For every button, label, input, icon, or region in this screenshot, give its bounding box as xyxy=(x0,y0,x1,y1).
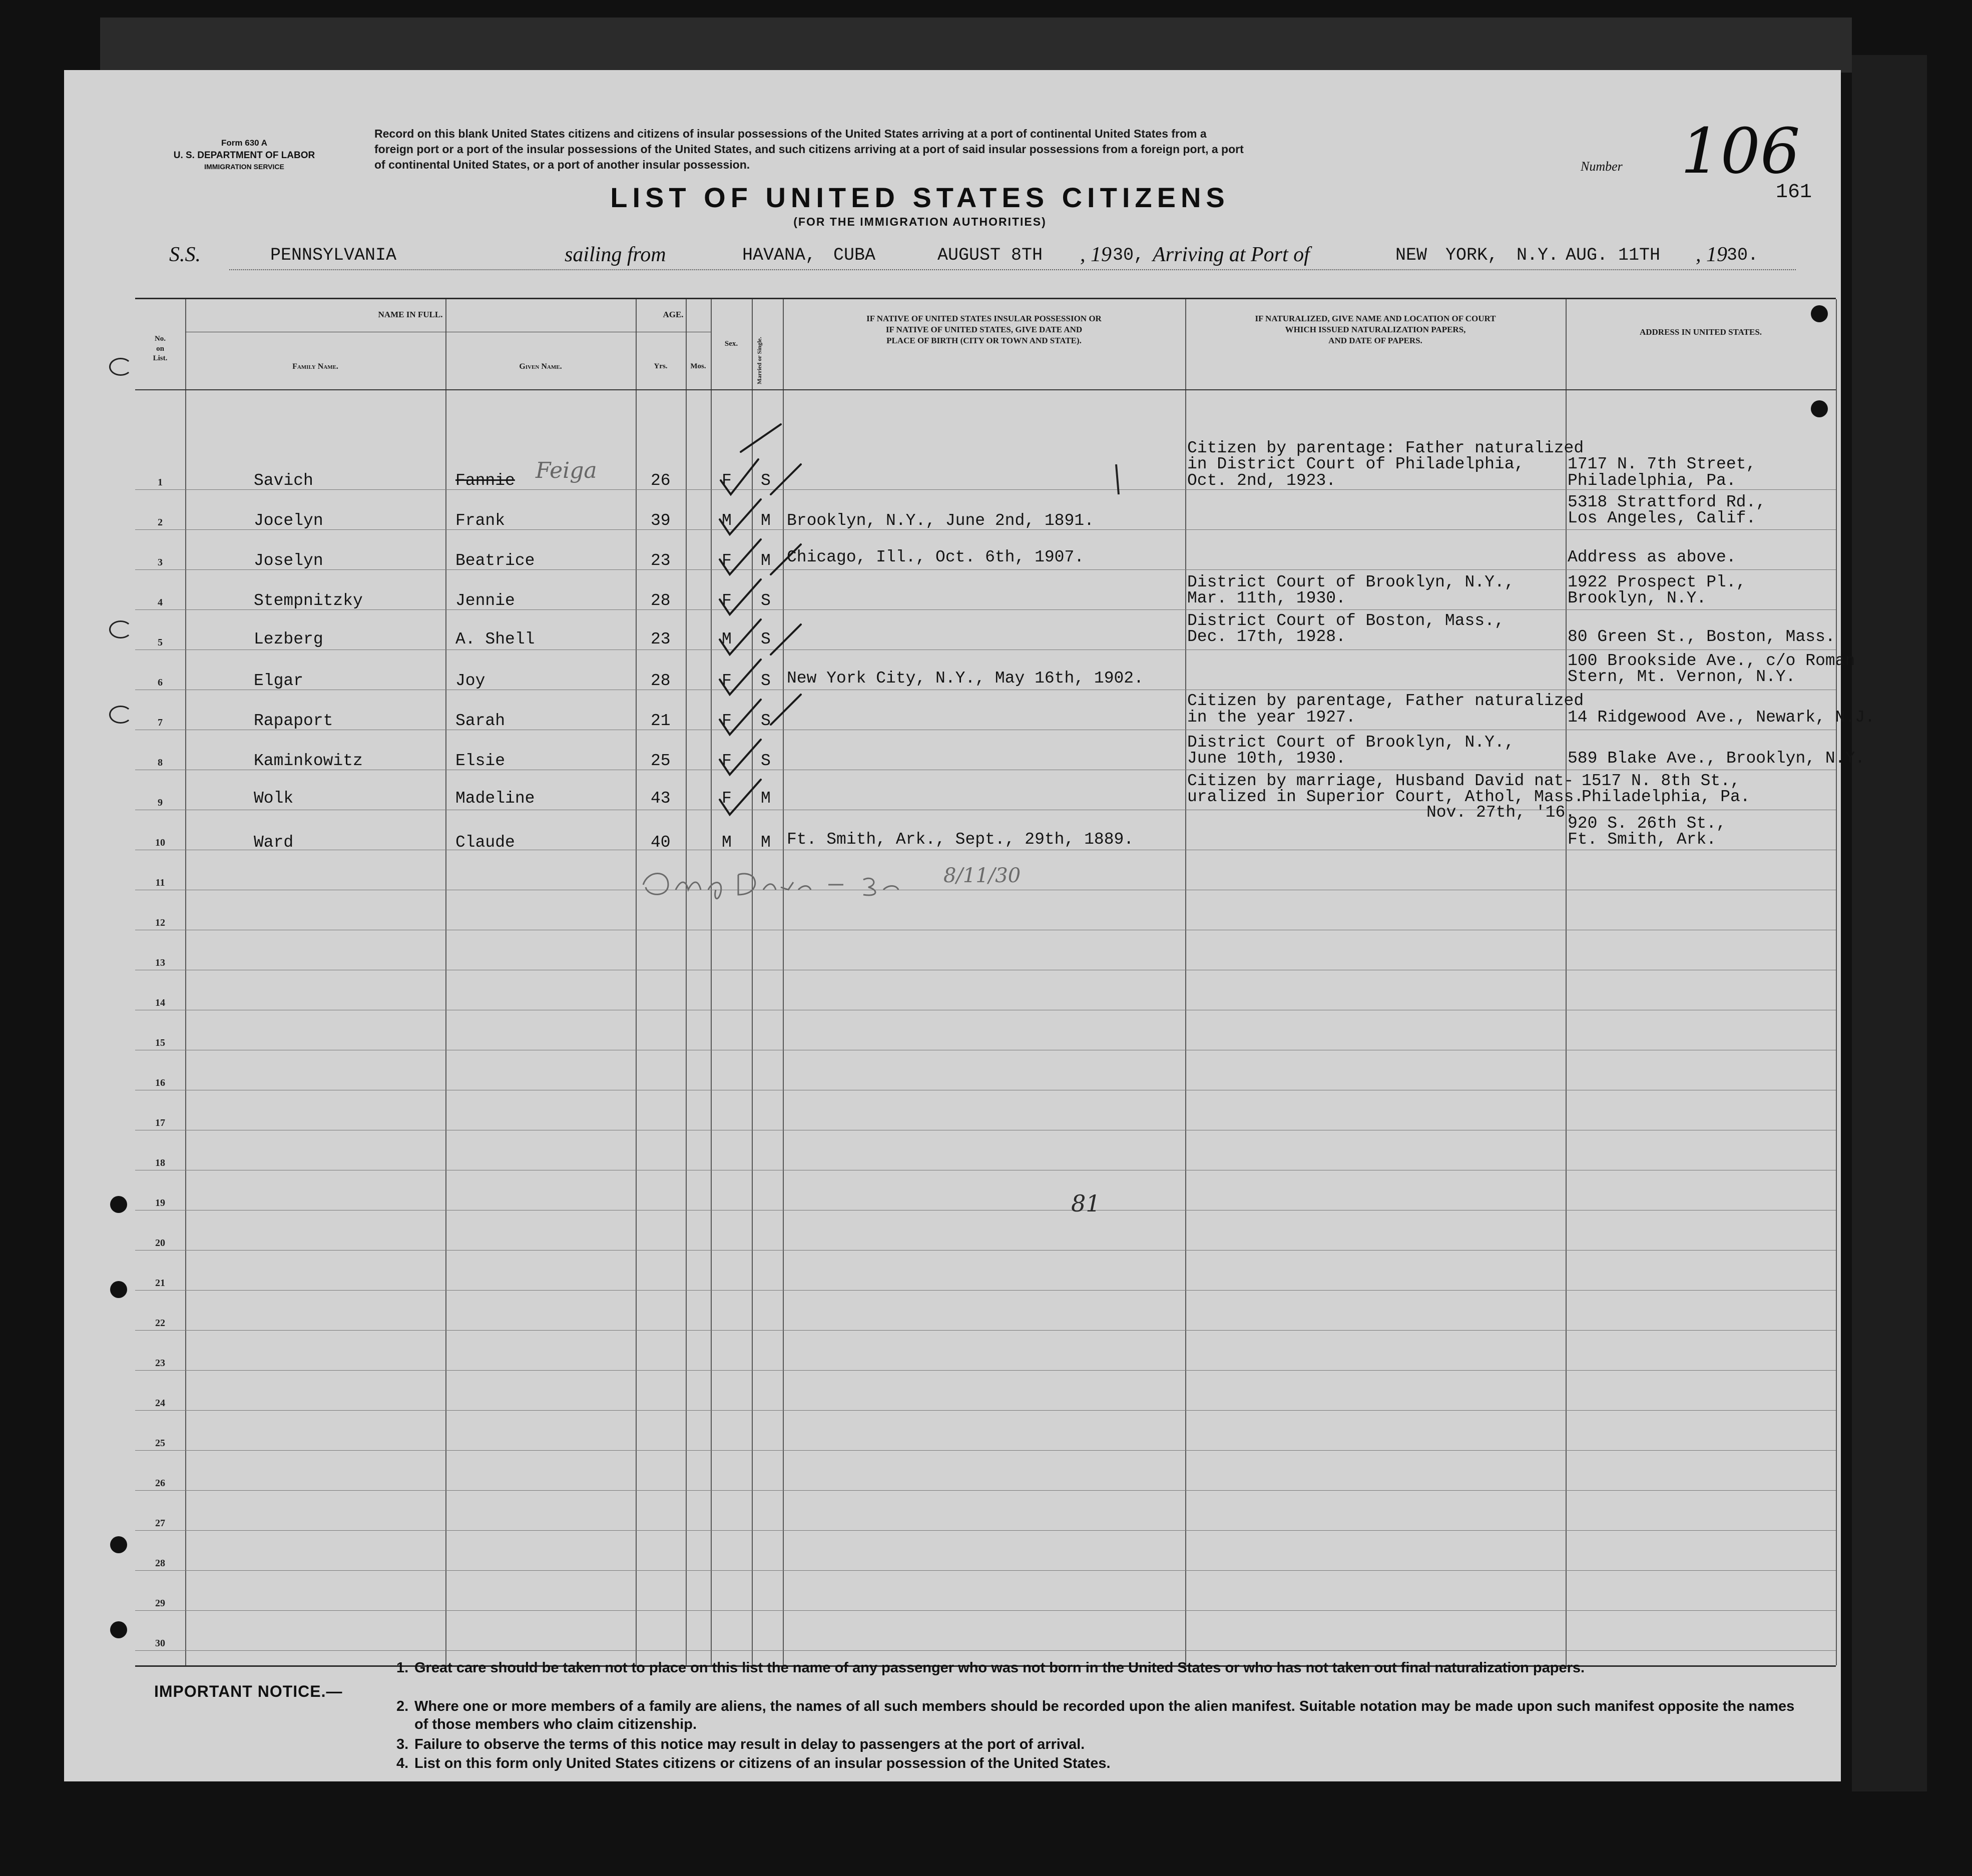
family-name: Stempnitzky xyxy=(254,591,363,610)
check-mark xyxy=(720,499,761,534)
row-rule xyxy=(135,1530,1836,1531)
sex: M xyxy=(722,511,732,530)
row-rule xyxy=(135,609,1836,610)
instruction-line: foreign port or a port of the insular possessions of the United States, and such citizens arriving at a port of said insular possessions from a foreign port, a port xyxy=(374,143,1244,156)
given-name: Claude xyxy=(455,833,515,852)
naturalization-line: Nov. 27th, '16. xyxy=(1426,803,1576,822)
check-mark xyxy=(720,780,761,815)
marital-status: M xyxy=(761,789,771,808)
row-number: 13 xyxy=(155,957,165,968)
row-number: 21 xyxy=(155,1278,165,1289)
header-age: AGE. xyxy=(663,310,684,319)
binding-hole xyxy=(110,1621,127,1638)
row-number: 26 xyxy=(155,1478,165,1489)
binding-hole xyxy=(110,1536,127,1553)
address-line: Stern, Mt. Vernon, N.Y. xyxy=(1568,668,1796,686)
age-years: 28 xyxy=(651,672,671,690)
family-name: Elgar xyxy=(254,672,304,690)
row-number: 29 xyxy=(155,1598,165,1609)
address-line: 920 S. 26th St., xyxy=(1568,814,1726,833)
center-mark: 81 xyxy=(1071,1190,1101,1217)
address-line: 80 Green St., Boston, Mass. xyxy=(1568,628,1835,646)
address-line: Philadelphia, Pa. xyxy=(1582,788,1750,806)
manifest-number: 106 xyxy=(1681,115,1800,188)
birth-place-date: Ft. Smith, Ark., Sept., 29th, 1889. xyxy=(787,830,1134,849)
header-line: PLACE OF BIRTH (CITY OR TOWN AND STATE). xyxy=(886,336,1082,346)
row-number: 18 xyxy=(155,1157,165,1168)
row-number: 8 xyxy=(158,757,163,768)
marital-status: S xyxy=(761,752,771,770)
year-prefix-2: , 19 xyxy=(1696,243,1727,266)
notice-item xyxy=(396,1659,1806,1677)
header-naturalized xyxy=(1185,313,1566,346)
address-line: 100 Brookside Ave., c/o Roman xyxy=(1568,652,1855,670)
naturalization-line: Oct. 2nd, 1923. xyxy=(1187,471,1336,490)
given-name-handwritten: Feiga xyxy=(536,458,597,483)
binding-hole xyxy=(110,1196,127,1213)
family-name: Kaminkowitz xyxy=(254,752,363,770)
address-line: Philadelphia, Pa. xyxy=(1568,471,1736,490)
address-line: 589 Blake Ave., Brooklyn, N.Y. xyxy=(1568,749,1865,768)
year-prefix: , 19 xyxy=(1080,243,1112,266)
row-number: 24 xyxy=(155,1398,165,1409)
department-name: U. S. DEPARTMENT OF LABOR xyxy=(173,150,315,161)
sex: F xyxy=(722,672,732,690)
address-line: Address as above. xyxy=(1568,548,1736,566)
address-line: 5318 Strattford Rd., xyxy=(1568,493,1766,511)
family-name: Ward xyxy=(254,833,294,852)
family-name: Savich xyxy=(254,471,313,490)
column-rule xyxy=(445,299,446,1665)
column-rule xyxy=(636,299,637,1665)
given-name: Madeline xyxy=(455,789,535,808)
departure-port: HAVANA, CUBA xyxy=(742,245,876,265)
binding-hole xyxy=(1811,400,1828,417)
address-line: 1517 N. 8th St., xyxy=(1582,772,1740,790)
family-name: Joselyn xyxy=(254,551,323,570)
header-address: ADDRESS IN UNITED STATES. xyxy=(1639,327,1762,337)
row-number: 17 xyxy=(155,1117,165,1128)
check-mark xyxy=(771,695,801,725)
given-name: Fannie xyxy=(455,471,515,490)
notice-number: 4. xyxy=(396,1755,409,1771)
binding-hole xyxy=(109,620,132,639)
column-rule xyxy=(1566,299,1567,1665)
given-name: Sarah xyxy=(455,712,506,730)
binding-hole xyxy=(109,706,132,724)
ss-label: S.S. xyxy=(169,243,201,266)
address-line: Brooklyn, N.Y. xyxy=(1568,589,1707,607)
row-number: 15 xyxy=(155,1037,165,1048)
column-rule xyxy=(1836,299,1837,1665)
age-years: 21 xyxy=(651,712,671,730)
header-line: WHICH ISSUED NATURALIZATION PAPERS, xyxy=(1285,325,1466,335)
row-number: 3 xyxy=(158,557,163,568)
birth-place-date: Chicago, Ill., Oct. 6th, 1907. xyxy=(787,548,1085,566)
row-number: 20 xyxy=(155,1237,165,1248)
row-number: 4 xyxy=(158,597,163,608)
instruction-line: of continental United States, or a port of another insular possession. xyxy=(374,158,750,172)
row-number: 16 xyxy=(155,1077,165,1088)
address-line: 14 Ridgewood Ave., Newark, N.J. xyxy=(1568,708,1875,727)
given-name: Joy xyxy=(455,672,485,690)
voyage-underline xyxy=(229,269,1796,270)
address-line: Los Angeles, Calif. xyxy=(1568,509,1756,527)
family-name: Jocelyn xyxy=(254,511,323,530)
given-name: Jennie xyxy=(455,591,515,610)
inspection-date: 8/11/30 xyxy=(943,864,1021,887)
notice-text: Where one or more members of a family are aliens, the names of all such members should be recorded upon the alien manifest. Suitable notation may be made upon such manifest opposite the names of those members who claim citizenship. xyxy=(414,1698,1795,1732)
check-mark xyxy=(720,740,761,775)
check-mark xyxy=(720,539,761,574)
row-rule xyxy=(135,1370,1836,1371)
service-name: IMMIGRATION SERVICE xyxy=(204,162,284,171)
scan-edge-right xyxy=(1852,55,1927,1791)
age-years: 40 xyxy=(651,833,671,852)
marital-status: S xyxy=(761,712,771,730)
row-rule xyxy=(135,1290,1836,1291)
header-line: on xyxy=(156,344,164,353)
row-number: 28 xyxy=(155,1558,165,1569)
page-number: 161 xyxy=(1776,181,1812,204)
binding-hole xyxy=(109,358,132,376)
row-number: 14 xyxy=(155,997,165,1008)
marital-status: S xyxy=(761,471,771,490)
row-rule xyxy=(135,1570,1836,1571)
page-subtitle: (FOR THE IMMIGRATION AUTHORITIES) xyxy=(793,215,1047,228)
naturalization-line: uralized in Superior Court, Athol, Mass. xyxy=(1187,788,1584,806)
header-sex: Sex. xyxy=(724,340,738,348)
marital-status: S xyxy=(761,630,771,649)
marital-status: S xyxy=(761,672,771,690)
notice-item xyxy=(396,1754,1806,1772)
sex: F xyxy=(722,591,732,610)
sex: F xyxy=(722,551,732,570)
column-rule xyxy=(1185,299,1186,1665)
age-years: 43 xyxy=(651,789,671,808)
row-rule xyxy=(135,1610,1836,1611)
row-number: 25 xyxy=(155,1438,165,1449)
given-name: Elsie xyxy=(455,752,506,770)
column-rule xyxy=(185,299,186,1665)
row-rule xyxy=(135,569,1836,570)
notice-item xyxy=(396,1697,1806,1733)
row-number: 23 xyxy=(155,1358,165,1369)
given-name: Beatrice xyxy=(455,551,535,570)
notice-text: List on this form only United States citizens or citizens of an insular possession of the United States. xyxy=(414,1755,1111,1771)
row-rule xyxy=(135,1490,1836,1491)
header-married-single: Married or Single. xyxy=(756,337,763,384)
sailing-year: 30, xyxy=(1113,245,1145,265)
row-number: 30 xyxy=(155,1638,165,1649)
header-line: No. xyxy=(154,335,166,343)
check-mark xyxy=(720,660,761,695)
header-line: IF NATIVE OF UNITED STATES INSULAR POSSESSION OR xyxy=(866,314,1102,323)
marital-status: M xyxy=(761,833,771,852)
row-number: 22 xyxy=(155,1318,165,1329)
number-label: Number xyxy=(1581,159,1623,174)
sex: F xyxy=(722,471,732,490)
address-line: 1922 Prospect Pl., xyxy=(1568,573,1746,591)
manifest-sheet xyxy=(64,70,1875,1781)
marital-status: M xyxy=(761,551,771,570)
notice-text: Great care should be taken not to place on this list the name of any passenger who was not born in the United States or who has not taken out final naturalization papers. xyxy=(414,1660,1585,1676)
notice-title: IMPORTANT NOTICE.— xyxy=(154,1682,343,1700)
row-number: 6 xyxy=(158,677,163,688)
header-family-name: Family Name. xyxy=(292,362,338,371)
marital-status: M xyxy=(761,511,771,530)
birth-place-date: Brooklyn, N.Y., June 2nd, 1891. xyxy=(787,511,1094,530)
row-number: 11 xyxy=(155,877,165,888)
check-mark xyxy=(771,464,801,494)
row-rule xyxy=(135,1330,1836,1331)
check-mark xyxy=(720,579,761,614)
form-number: Form 630 A xyxy=(221,138,267,148)
naturalization-line: Citizen by parentage: Father naturalized xyxy=(1187,439,1584,457)
column-rule xyxy=(686,299,687,1665)
address-line: Ft. Smith, Ark. xyxy=(1568,830,1717,849)
row-rule xyxy=(135,1410,1836,1411)
header-name-in-full: NAME IN FULL. xyxy=(378,310,443,319)
sex: M xyxy=(722,630,732,649)
header-no-on-list xyxy=(135,334,185,364)
sex: M xyxy=(722,833,732,852)
sex: F xyxy=(722,752,732,770)
row-number: 10 xyxy=(155,837,165,848)
header-line: IF NATURALIZED, GIVE NAME AND LOCATION OF COURT xyxy=(1255,314,1496,323)
page-title: LIST OF UNITED STATES CITIZENS xyxy=(610,182,1230,213)
binding-hole xyxy=(110,1281,127,1298)
header-given-name: Given Name. xyxy=(519,362,562,371)
family-name: Lezberg xyxy=(254,630,323,649)
birth-place-date: New York City, N.Y., May 16th, 1902. xyxy=(787,669,1144,688)
notice-item xyxy=(396,1735,1806,1753)
arrival-port: NEW YORK, N.Y. xyxy=(1395,245,1559,265)
scan-edge-top xyxy=(100,18,1852,73)
header-bottom-rule xyxy=(135,389,1836,390)
age-years: 23 xyxy=(651,551,671,570)
check-mark xyxy=(721,459,758,494)
header-line: IF NATIVE OF UNITED STATES, GIVE DATE AND xyxy=(885,325,1083,335)
passenger-table xyxy=(135,298,1875,1667)
row-number: 7 xyxy=(158,717,163,728)
arrival-date: AUG. 11TH xyxy=(1566,245,1661,265)
arriving-label: Arriving at Port of xyxy=(1153,243,1310,266)
marital-status: S xyxy=(761,591,771,610)
check-mark xyxy=(741,424,781,452)
header-line: List. xyxy=(153,354,168,362)
age-years: 39 xyxy=(651,511,671,530)
row-number: 27 xyxy=(155,1518,165,1529)
naturalization-line: Citizen by parentage, Father naturalized xyxy=(1187,692,1584,710)
age-years: 26 xyxy=(651,471,671,490)
header-native xyxy=(783,313,1185,346)
family-name: Rapaport xyxy=(254,712,333,730)
naturalization-line: District Court of Brooklyn, N.Y., xyxy=(1187,573,1515,591)
naturalization-line: District Court of Boston, Mass., xyxy=(1187,611,1505,630)
arrival-year: 30. xyxy=(1727,245,1759,265)
sailing-label: sailing from xyxy=(565,243,666,266)
naturalization-line: in the year 1927. xyxy=(1187,708,1356,727)
naturalization-line: June 10th, 1930. xyxy=(1187,749,1346,768)
header-yrs: Yrs. xyxy=(654,362,668,370)
naturalization-line: District Court of Brooklyn, N.Y., xyxy=(1187,733,1515,752)
binding-hole xyxy=(1811,305,1828,322)
row-number: 19 xyxy=(155,1197,165,1208)
instruction-line: Record on this blank United States citizens and citizens of insular possessions of the United States arriving at a port of continental United States from a xyxy=(374,127,1207,140)
row-number: 5 xyxy=(158,637,163,648)
ship-name: PENNSYLVANIA xyxy=(270,245,397,265)
notice-text: Failure to observe the terms of this notice may result in delay to passengers at the port of arrival. xyxy=(414,1736,1085,1752)
age-years: 25 xyxy=(651,752,671,770)
naturalization-line: Dec. 17th, 1928. xyxy=(1187,628,1346,646)
row-rule xyxy=(135,1650,1836,1651)
check-marks xyxy=(711,424,841,860)
row-number: 9 xyxy=(158,797,163,808)
check-mark xyxy=(720,700,761,735)
naturalization-line: Mar. 11th, 1930. xyxy=(1187,589,1346,607)
instruction-text xyxy=(374,126,1576,173)
row-number: 12 xyxy=(155,917,165,928)
age-years: 23 xyxy=(651,630,671,649)
naturalization-line: Citizen by marriage, Husband David nat- xyxy=(1187,772,1574,790)
given-name: Frank xyxy=(455,511,506,530)
given-name: A. Shell xyxy=(455,630,535,649)
header-mos: Mos. xyxy=(690,362,706,370)
notice-number: 1. xyxy=(396,1660,409,1676)
family-name: Wolk xyxy=(254,789,294,808)
row-number: 2 xyxy=(158,517,163,528)
check-mark xyxy=(771,624,801,655)
row-number: 1 xyxy=(158,477,163,488)
notice-number: 3. xyxy=(396,1736,409,1752)
naturalization-line: in District Court of Philadelphia, xyxy=(1187,455,1525,473)
form-identifier xyxy=(124,138,364,171)
notice-number: 2. xyxy=(396,1698,409,1714)
check-mark xyxy=(720,619,761,655)
header-line: AND DATE OF PAPERS. xyxy=(1328,336,1422,346)
age-years: 28 xyxy=(651,591,671,610)
sex: F xyxy=(722,789,732,808)
address-line: 1717 N. 7th Street, xyxy=(1568,455,1756,473)
row-rule xyxy=(135,1450,1836,1451)
sailing-date: AUGUST 8TH xyxy=(937,245,1043,265)
sex: F xyxy=(722,712,732,730)
check-mark xyxy=(771,544,801,574)
